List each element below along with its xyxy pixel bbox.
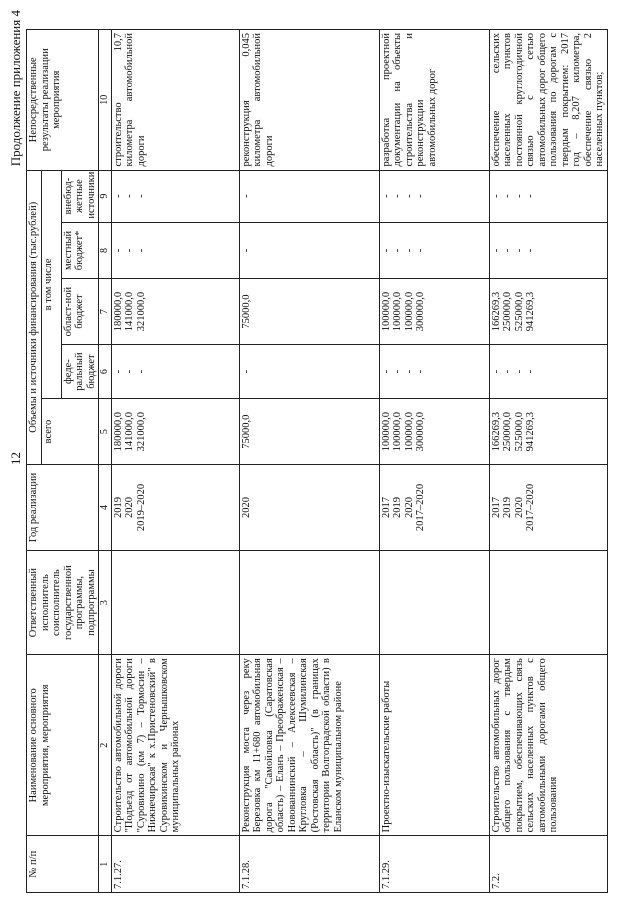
row-local: - - - - (489, 222, 607, 279)
header-name: Наименование основного мероприятия, мероприятия (27, 655, 99, 836)
page-number: 12 (8, 452, 23, 465)
row-name: Реконструкция моста через реку Березовка км 11+680 автомобильная дорога "Самойловка (Саратовская область) – Еланъ – Преображенская – Новованнинский – Алексеевская – Кругловка – Шумилинская (Ростовская область)" (в границах территории Волгоградской области) в Еланском муниципальном районе (239, 655, 379, 836)
row-total: 100000,0 100000,0 100000,0 300000,0 (379, 399, 489, 465)
header-incl: в том числе (41, 170, 61, 399)
row-local: - - - - (379, 222, 489, 279)
row-year: 2017 2019 2020 2017–2020 (489, 464, 607, 550)
row-executor (489, 551, 607, 655)
row-year: 2020 (239, 464, 379, 550)
table-row (239, 30, 379, 893)
row-year: 2017 2019 2020 2017–2020 (379, 464, 489, 550)
header-total: всего (41, 399, 99, 465)
row-num: 7.1.27. (111, 836, 239, 893)
row-extra: - (239, 170, 379, 222)
row-federal: - - - (111, 344, 239, 398)
header-federal: феде-ральный бюджет (61, 344, 99, 398)
row-total: 166269,3 250000,0 525000,0 941269,3 (489, 399, 607, 465)
col-number: 7 (99, 279, 112, 345)
table-row (379, 30, 489, 893)
col-number: 10 (99, 30, 112, 171)
header-row-1 (27, 30, 42, 893)
col-number: 3 (99, 551, 112, 655)
row-num: 7.1.28. (239, 836, 379, 893)
col-number: 5 (99, 399, 112, 465)
col-number: 9 (99, 170, 112, 222)
header-executor: Ответственный исполнитель соисполнитель государственной программы, подпрограммы (27, 551, 99, 655)
row-regional: 166269,3 250000,0 525000,0 941269,3 (489, 279, 607, 345)
row-result: обеспечение сельских населенных пунктов постоянной круглогодичной связью с сетью автомобильных дорог общего пользования по дорогам с твердым покрытием: 2017 год – 8,207 километра, обеспечение связью 2 населенных пунктов; (489, 30, 607, 171)
row-num: 7.2. (489, 836, 607, 893)
table-row (489, 30, 607, 893)
header-extra: внебюд-жетные источники (61, 170, 99, 222)
header-results: Непосредственные результаты реализации мероприятия (27, 30, 99, 171)
row-regional: 100000,0 100000,0 100000,0 300000,0 (379, 279, 489, 345)
table-row (111, 30, 239, 893)
row-total: 180000,0 141000,0 321000,0 (111, 399, 239, 465)
row-year: 2019 2020 2019–2020 (111, 464, 239, 550)
header-year: Год реализации (27, 464, 99, 550)
row-executor (239, 551, 379, 655)
row-regional: 180000,0 141000,0 321000,0 (111, 279, 239, 345)
row-extra: - - - - (379, 170, 489, 222)
row-name: Строительство автомобильных дорог общего пользования с твердым покрытием, обеспечивающих связь сельских населенных пунктов с автомобильными дорогами общего пользования (489, 655, 607, 836)
financing-table (26, 29, 608, 893)
col-number: 8 (99, 222, 112, 279)
row-local: - - - (111, 222, 239, 279)
row-regional: 75000,0 (239, 279, 379, 345)
column-numbers-row (99, 30, 112, 893)
row-name: Проектно-изыскательские работы (379, 655, 489, 836)
continuation-note: Продолжение приложения 4 (8, 10, 23, 167)
header-local: местный бюджет* (61, 222, 99, 279)
col-number: 2 (99, 655, 112, 836)
row-local: - (239, 222, 379, 279)
col-number: 6 (99, 344, 112, 398)
row-result: строительство 10,7 километра автомобильной дороги (111, 30, 239, 171)
row-federal: - (239, 344, 379, 398)
header-regional: област-ной бюджет (61, 279, 99, 345)
header-volumes: Объемы и источники финансирования (тыс.рублей) (27, 170, 42, 464)
row-result: разработка проектной документации на объекты строительства и реконструкции автомобильных дорог (379, 30, 489, 171)
row-total: 75000,0 (239, 399, 379, 465)
row-extra: - - - (111, 170, 239, 222)
row-name: Строительство автомобильной дороги "Подъезд от автомобильной дороги "Суровикино (км 7) – Тормосин – Нижнечирская" к х.Пристеновский" в Суровикинском и Чернышковском муниципальных районах (111, 655, 239, 836)
row-num: 7.1.29. (379, 836, 489, 893)
row-executor (111, 551, 239, 655)
row-executor (379, 551, 489, 655)
row-result: реконструкция 0,045 километра автомобильной дороги (239, 30, 379, 171)
row-federal: - - - - (379, 344, 489, 398)
row-federal: - - - - (489, 344, 607, 398)
col-number: 1 (99, 836, 112, 893)
col-number: 4 (99, 464, 112, 550)
header-num: № п/п (27, 836, 99, 893)
row-extra: - - - - (489, 170, 607, 222)
